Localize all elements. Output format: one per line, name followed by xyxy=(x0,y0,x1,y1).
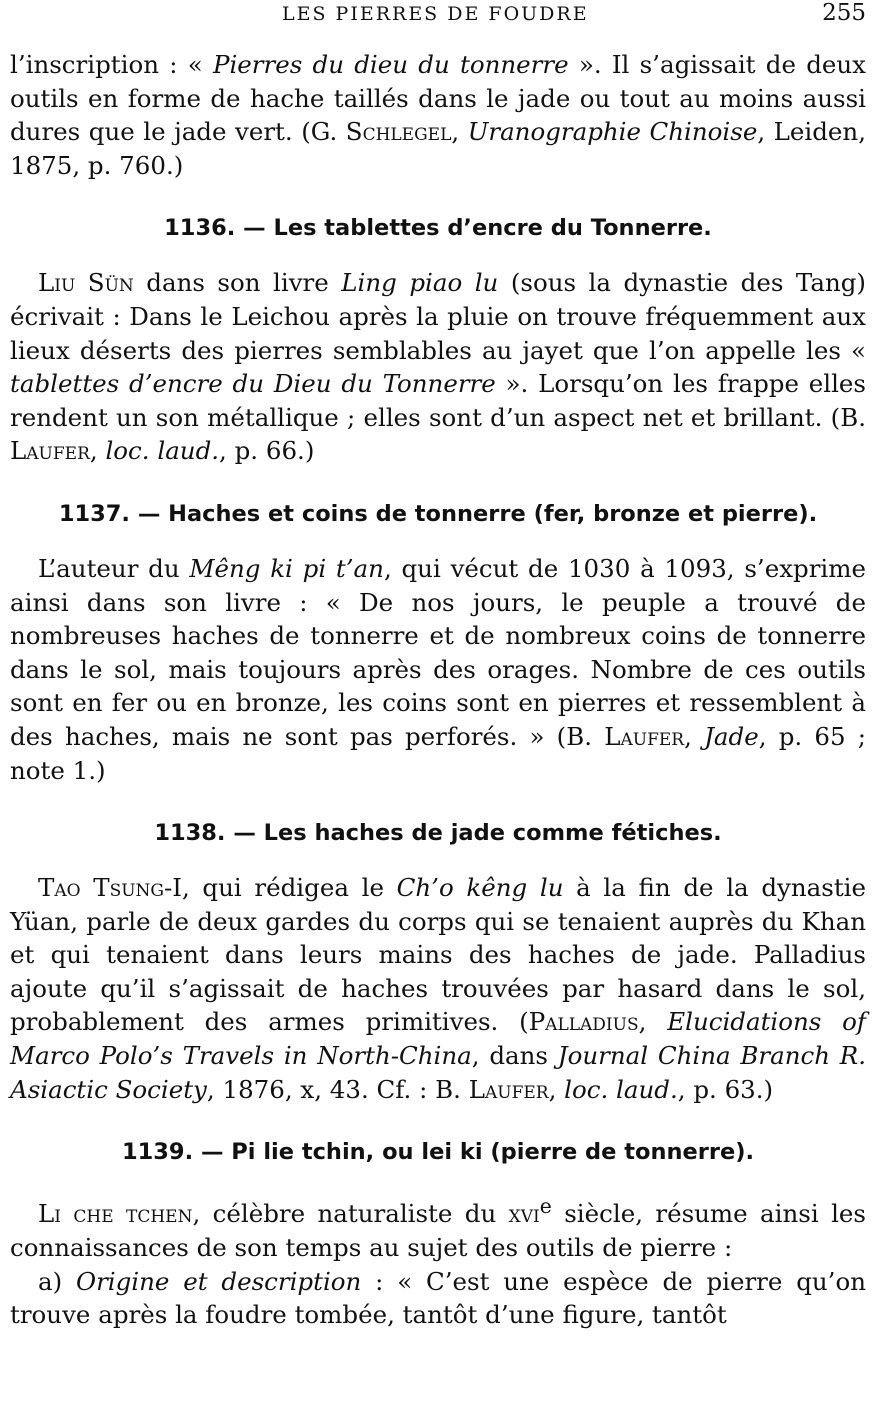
section-heading-1136: 1136. — Les tablettes d’encre du Tonnerre. xyxy=(164,215,712,242)
running-head: LES PIERRES DE FOUDRE xyxy=(282,3,589,25)
section-heading-1139: 1139. — Pi lie tchin, ou lei ki (pierre de tonnerre). xyxy=(121,1139,755,1166)
paragraph-1138: Tao Tsung-I, qui rédigea le Ch’o kêng lu à la fin de la dynastie Yüan, parle de deux gardes du corps qui se tenaient auprès du Khan et qui tenaient dans leurs mains des haches de jade. Palladius ajoute qu’il s’agissait de haches trouvées par hasard dans le sol, probablement des armes primitives. (Palladius, Elucidations of Marco Polo’s Travels in North-China, dans Journal China Branch R. Asiactic Society, 1876, x, 43. Cf. : B. Laufer, loc. laud., p. 63.) xyxy=(10,873,866,1104)
page-body xyxy=(10,48,866,1332)
continuation-paragraph: l’inscription : « Pierres du dieu du tonnerre ». Il s’agissait de deux outils en forme de hache taillés dans le jade ou tout au moins aussi dures que le jade vert. (G. Schlegel, Uranographie Chinoise, Leiden, 1875, p. 760.) xyxy=(10,50,866,180)
section-heading-1138: 1138. — Les haches de jade comme fétiches. xyxy=(154,820,722,847)
paragraph-1139-a: a) Origine et description : « C’est une espèce de pierre qu’on trouve après la foudre tombée, tantôt d’une figure, tantôt xyxy=(10,1266,866,1330)
page-number: 255 xyxy=(822,0,866,26)
paragraph-1139: Li che tchen, célèbre naturaliste du xvi$^e$ siècle, résume ainsi les connaissances de son temps au sujet des outils de pierre : xyxy=(10,1194,866,1262)
paragraph-1136: Liu Sün dans son livre Ling piao lu (sous la dynastie des Tang) écrivait : Dans le Leichou après la pluie on trouve fréquemment aux lieux déserts des pierres semblables au jayet que l’on appelle les « tablettes d’encre du Dieu du Tonnerre ». Lorsqu’on les frappe elles rendent un son métallique ; elles sont d’un aspect net et brillant. (B. Laufer, loc. laud., p. 66.) xyxy=(10,268,866,466)
paragraph-1137: L’auteur du Mêng ki pi t’an, qui vécut de 1030 à 1093, s’exprime ainsi dans son livre : « De nos jours, le peuple a trouvé de nombreuses haches de tonnerre et de nombreux coins de tonnerre dans le sol, mais toujours après des orages. Nombre de ces outils sont en fer ou en bronze, les coins sont en pierres et ressemblent à des haches, mais ne sont pas perforés. » (B. Laufer, Jade, p. 65 ; note 1.) xyxy=(10,553,866,785)
section-heading-1137: 1137. — Haches et coins de tonnerre (fer, bronze et pierre). xyxy=(58,500,818,527)
page-header xyxy=(0,0,872,28)
